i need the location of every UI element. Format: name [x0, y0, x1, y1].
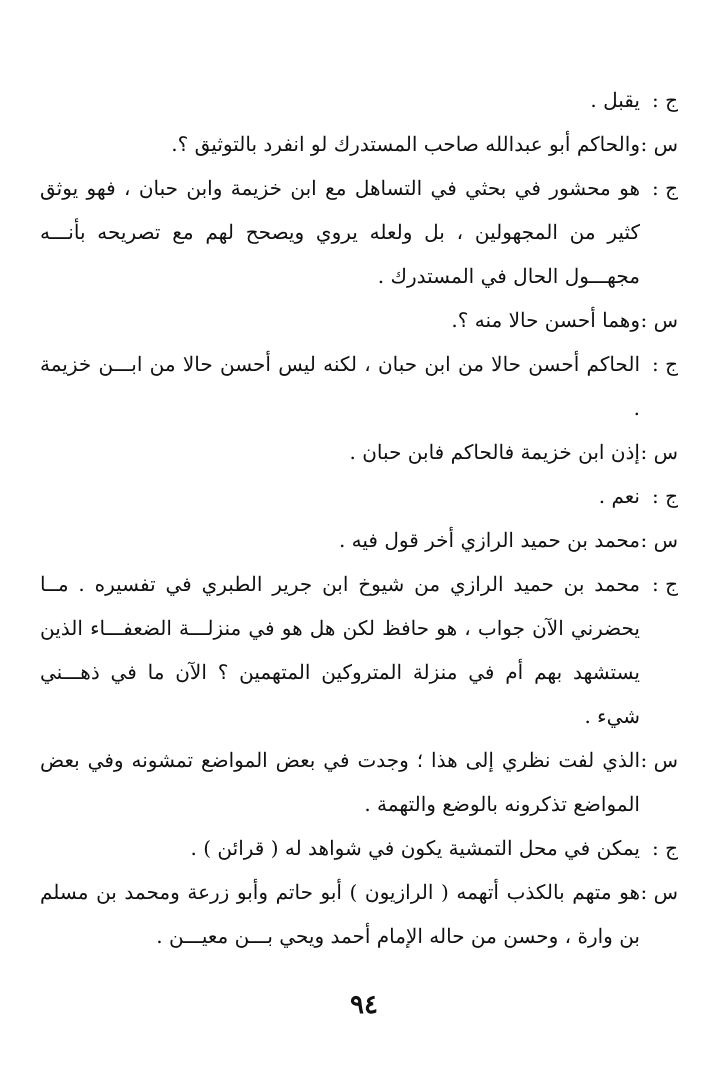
dialogue-entry: [40, 166, 678, 298]
entry-text: محمد بن حميد الرازي أخر قول فيه .: [338, 528, 640, 552]
speaker-marker: ج :: [651, 88, 678, 112]
speaker-marker: س :: [640, 880, 678, 904]
entry-text: يمكن في محل التمشية يكون في شواهد له ( قرائن ) .: [190, 836, 640, 860]
dialogue-entry: [40, 474, 678, 518]
speaker-marker: ج :: [651, 572, 678, 596]
entry-text: وهما أحسن حالا منه ؟.: [451, 308, 640, 332]
dialogue-entry: [40, 342, 678, 430]
entry-text: الحاكم أحسن حالا من ابن حبان ، لكنه ليس أحسن حالا من ابـــن خزيمة .: [40, 352, 640, 420]
dialogue-list: [40, 78, 678, 958]
dialogue-entry: [40, 298, 678, 342]
entry-text: إذن ابن خزيمة فالحاكم فابن حبان .: [349, 440, 640, 464]
entry-text: هو محشور في بحثي في التساهل مع ابن خزيمة وابن حبان ، فهو يوثق كثير من المجهولين ، بل ولعله يروي ويصحح لهم مع تصريحه بأنـــه مجهـــول الحال في المستدرك .: [40, 176, 640, 288]
speaker-marker: س :: [640, 440, 678, 464]
dialogue-entry: [40, 738, 678, 826]
speaker-marker: س :: [640, 528, 678, 552]
speaker-marker: ج :: [651, 176, 678, 200]
dialogue-entry: [40, 78, 678, 122]
dialogue-entry: [40, 562, 678, 738]
dialogue-entry: [40, 122, 678, 166]
dialogue-entry: [40, 870, 678, 958]
entry-text: محمد بن حميد الرازي من شيوخ ابن جرير الطبري في تفسيره . مــا يحضرني الآن جواب ، هو حافظ لكن هل هو في منزلـــة الضعفـــاء الذين يستشهد بهم أم في منزلة المتروكين المتهمين ؟ الآن ما في ذهـــني شيء .: [40, 572, 640, 728]
speaker-marker: ج :: [651, 352, 678, 376]
entry-text: والحاكم أبو عبدالله صاحب المستدرك لو انفرد بالتوثيق ؟.: [171, 132, 640, 156]
entry-text: يقبل .: [590, 88, 640, 112]
speaker-marker: س :: [640, 308, 678, 332]
dialogue-entry: [40, 518, 678, 562]
entry-text: هو متهم بالكذب أتهمه ( الرازيون ) أبو حاتم وأبو زرعة ومحمد بن مسلم بن وارة ، وحسن من حاله الإمام أحمد ويحي بـــن معيـــن .: [40, 880, 640, 948]
dialogue-entry: [40, 826, 678, 870]
dialogue-entry: [40, 430, 678, 474]
entry-text: الذي لفت نظري إلى هذا ؛ وجدت في بعض المواضع تمشونه وفي بعض المواضع تذكرونه بالوضع والتهمة .: [40, 748, 640, 816]
speaker-marker: ج :: [651, 836, 678, 860]
speaker-marker: ج :: [651, 484, 678, 508]
entry-text: نعم .: [598, 484, 640, 508]
speaker-marker: س :: [640, 748, 678, 772]
speaker-marker: س :: [640, 132, 678, 156]
page-number: ٩٤: [350, 990, 378, 1020]
